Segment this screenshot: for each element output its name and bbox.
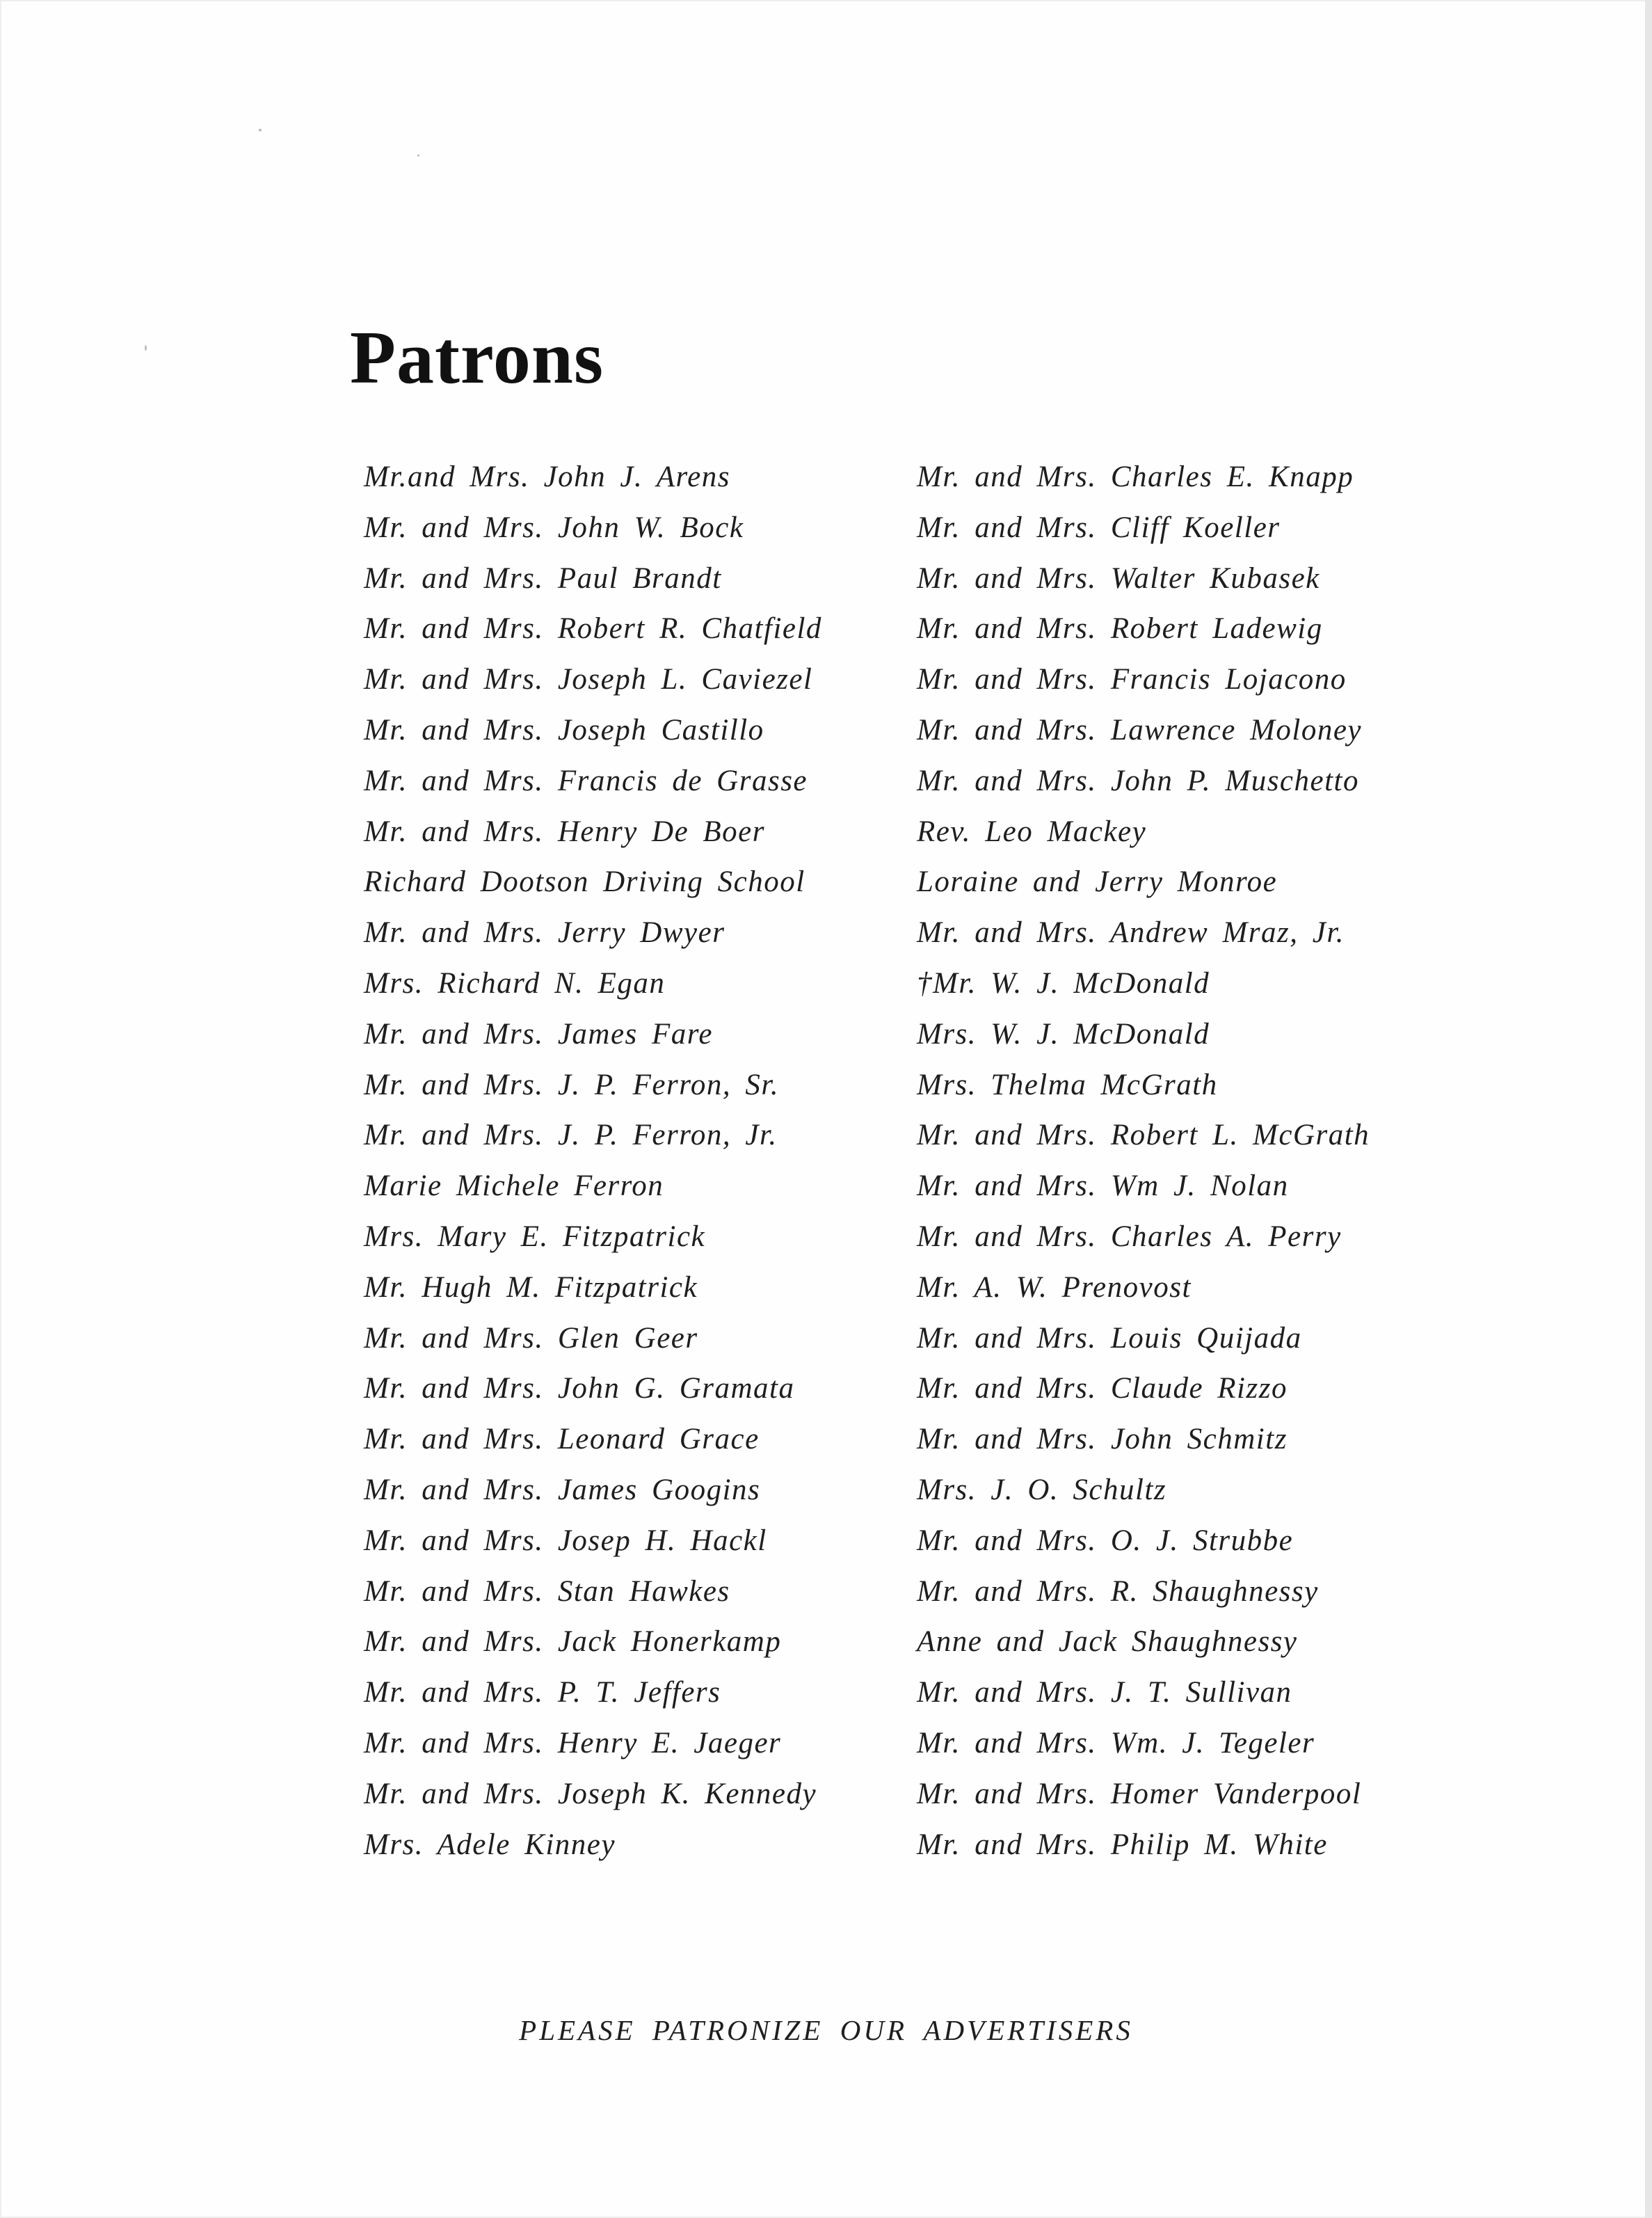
- patron-name: Mr. and Mrs. James Googins: [364, 1473, 761, 1506]
- patron-list-right: [917, 452, 1543, 1870]
- patron-name: Mr. and Mrs. Josep H. Hackl: [364, 1524, 767, 1557]
- patron-name: Mr. and Mrs. Francis Lojacono: [917, 663, 1347, 696]
- paper-speck: [259, 129, 262, 131]
- patron-name: Mr. and Mrs. Glen Geer: [364, 1321, 698, 1355]
- patron-name: Mr. and Mrs. J. P. Ferron, Jr.: [364, 1119, 778, 1152]
- patron-name: Mr. and Mrs. Louis Quijada: [917, 1321, 1302, 1355]
- paper-speck: [145, 345, 147, 351]
- patron-name: Mr. and Mrs. Claude Rizzo: [917, 1372, 1288, 1405]
- patron-name: Mr. and Mrs. Wm. J. Tegeler: [917, 1726, 1315, 1760]
- patron-name: Loraine and Jerry Monroe: [917, 865, 1278, 899]
- patron-name: Mr. and Mrs. Philip M. White: [917, 1828, 1328, 1861]
- patron-name: Rev. Leo Mackey: [917, 815, 1147, 848]
- patron-name: Mr. and Mrs. P. T. Jeffers: [364, 1676, 721, 1709]
- patron-name: Mr. and Mrs. Charles A. Perry: [917, 1220, 1342, 1253]
- patron-name: Mr. and Mrs. Lawrence Moloney: [917, 713, 1363, 747]
- page-edge-shadow: [1645, 0, 1652, 2218]
- patron-name: Mr. and Mrs. Jack Honerkamp: [364, 1625, 782, 1659]
- patron-name: Mrs. Mary E. Fitzpatrick: [364, 1220, 706, 1253]
- patron-name: Mr. and Mrs. Cliff Koeller: [917, 511, 1281, 544]
- patron-name: Mr. and Mrs. John W. Bock: [364, 511, 744, 544]
- patron-name: Mr. and Mrs. R. Shaughnessy: [917, 1574, 1319, 1608]
- patron-name: Mr. and Mrs. Henry E. Jaeger: [364, 1726, 782, 1760]
- patron-name: Mr. and Mrs. Stan Hawkes: [364, 1574, 730, 1608]
- patron-name: Mrs. W. J. McDonald: [917, 1017, 1210, 1051]
- patron-name: Mr. and Mrs. Joseph L. Caviezel: [364, 663, 813, 696]
- patron-name: Mr. and Mrs. John Schmitz: [917, 1423, 1288, 1456]
- patron-name: Mr. A. W. Prenovost: [917, 1270, 1192, 1304]
- patron-name: Mr. and Mrs. J. T. Sullivan: [917, 1676, 1292, 1709]
- patron-name: Mr. Hugh M. Fitzpatrick: [364, 1270, 698, 1304]
- patron-name: Anne and Jack Shaughnessy: [917, 1625, 1298, 1659]
- patron-name: Mr. and Mrs. Joseph K. Kennedy: [364, 1777, 817, 1810]
- patron-name: Mr. and Mrs. James Fare: [364, 1017, 714, 1051]
- patron-name: Mr. and Mrs. Paul Brandt: [364, 561, 722, 595]
- patron-name: Mr. and Mrs. Henry De Boer: [364, 815, 766, 848]
- advertisers-footer-note: PLEASE PATRONIZE OUR ADVERTISERS: [519, 2014, 1133, 2046]
- patron-name: Mr. and Mrs. Charles E. Knapp: [917, 461, 1354, 493]
- patron-name: Mr. and Mrs. Robert R. Chatfield: [364, 612, 822, 646]
- patron-name: Mrs. Richard N. Egan: [364, 966, 666, 1000]
- patron-name: Mr. and Mrs. Walter Kubasek: [917, 561, 1320, 595]
- page-title: Patrons: [350, 317, 604, 399]
- patron-name: Mr. and Mrs. Robert L. McGrath: [917, 1119, 1370, 1152]
- patron-name: Mr. and Mrs. John G. Gramata: [364, 1372, 795, 1405]
- patron-name: Mr. and Mrs. Wm J. Nolan: [917, 1170, 1289, 1203]
- patron-name: Mr. and Mrs. Jerry Dwyer: [364, 916, 725, 950]
- patron-name: Mr. and Mrs. Francis de Grasse: [364, 764, 808, 797]
- patron-name: Mr. and Mrs. O. J. Strubbe: [917, 1524, 1294, 1557]
- patron-name: Mr. and Mrs. Robert Ladewig: [917, 612, 1323, 646]
- patron-list-left: [364, 452, 990, 1870]
- paper-speck: [417, 154, 419, 157]
- patron-name: Mr.and Mrs. John J. Arens: [364, 461, 730, 493]
- patron-name: Mr. and Mrs. Joseph Castillo: [364, 713, 764, 747]
- patron-name: †Mr. W. J. McDonald: [917, 966, 1210, 1000]
- patron-name: Mrs. Adele Kinney: [364, 1828, 616, 1861]
- patron-name: Mr. and Mrs. Leonard Grace: [364, 1423, 760, 1456]
- patron-name: Mr. and Mrs. John P. Muschetto: [917, 764, 1360, 797]
- patron-name: Marie Michele Ferron: [364, 1170, 664, 1203]
- patron-name: Mr. and Mrs. Homer Vanderpool: [917, 1777, 1362, 1810]
- patron-name: Mrs. Thelma McGrath: [917, 1068, 1218, 1101]
- patron-name: Mrs. J. O. Schultz: [917, 1473, 1167, 1506]
- patron-name: Mr. and Mrs. J. P. Ferron, Sr.: [364, 1068, 780, 1101]
- patron-name: Mr. and Mrs. Andrew Mraz, Jr.: [917, 916, 1345, 950]
- patron-name: Richard Dootson Driving School: [364, 865, 805, 899]
